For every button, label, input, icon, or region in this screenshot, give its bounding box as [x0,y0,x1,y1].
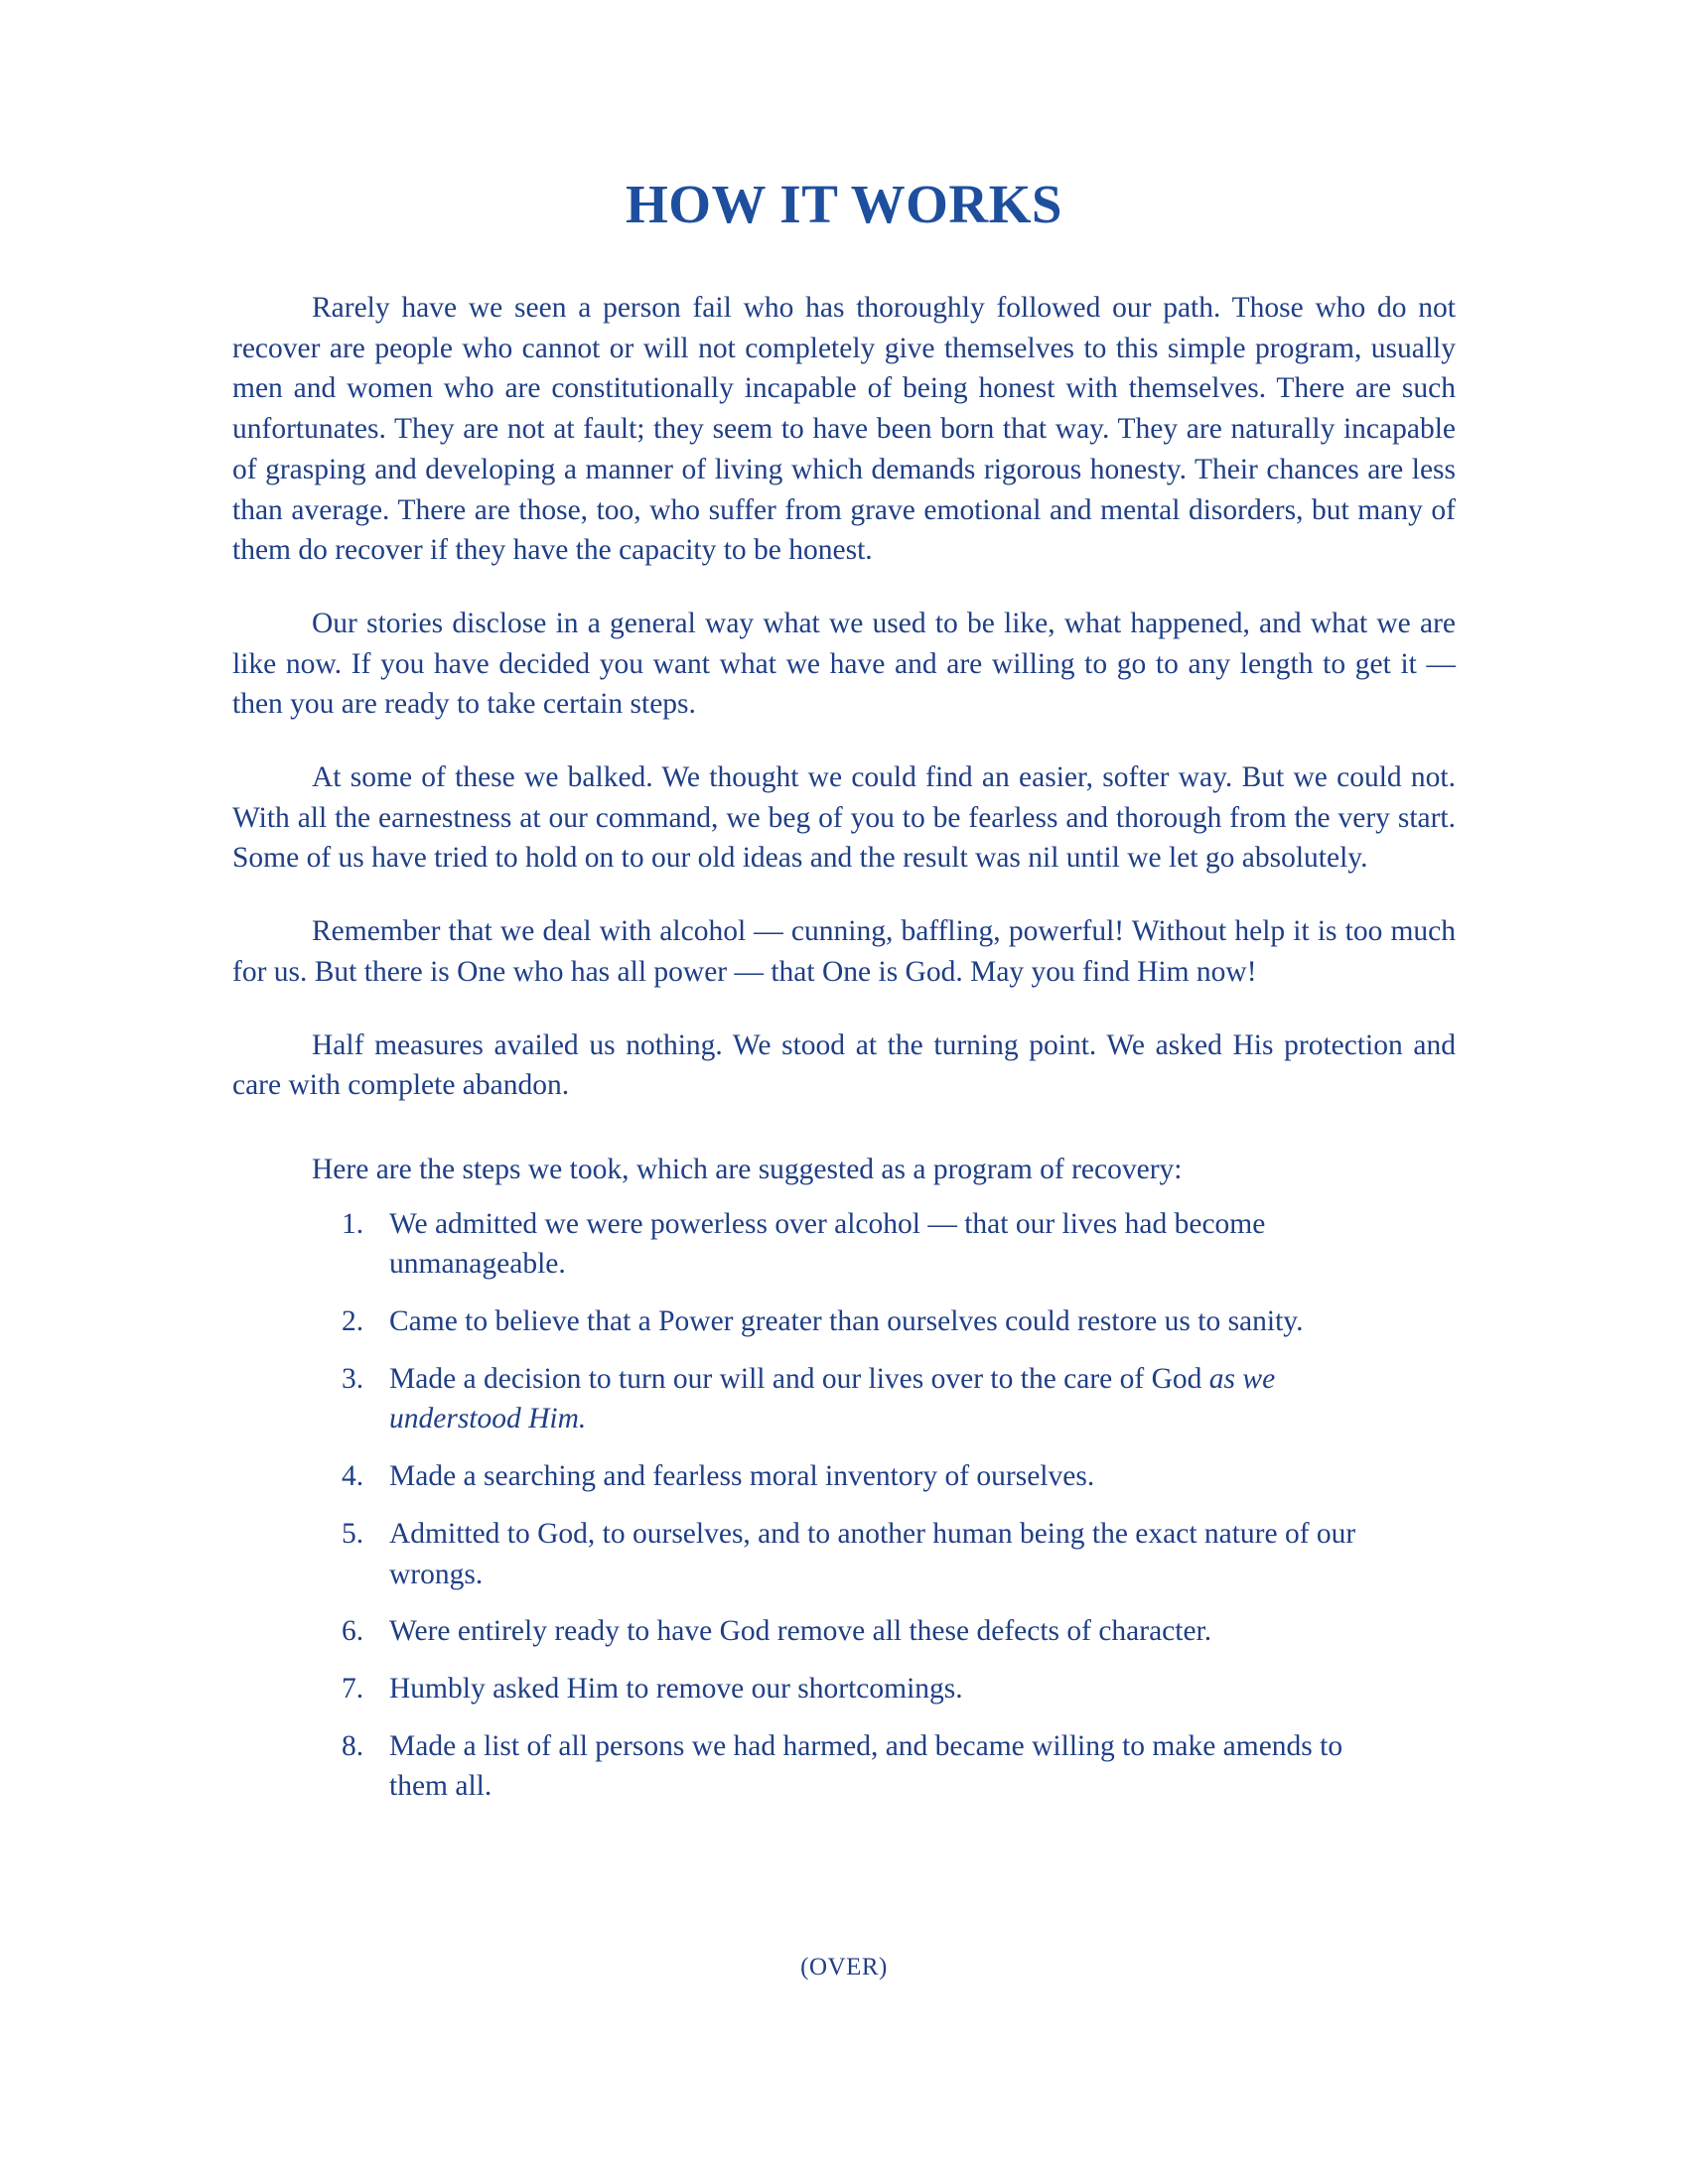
over-label: (OVER) [800,1954,888,1980]
body-text [232,288,1456,1824]
step-item [232,1359,1382,1439]
paragraph: At some of these we balked. We thought we could find an easier, softer way. But we could not. With all the earnestness at our command, we beg of you to be fearless and thorough from the very start. Some of us have tried to hold on to our old ideas and the result was nil until we let go absolutely. [232,761,1456,875]
step-item [232,1514,1382,1594]
step-number: 8. [342,1729,364,1762]
step-item [232,1726,1382,1807]
paragraph: Rarely have we seen a person fail who has thoroughly followed our path. Those who do not recover are people who cannot or will not completely give themselves to this simple program, usually men and women who are constitutionally incapable of being honest with themselves. There are such unfortunates. They are not at fault; they seem to have been born that way. They are naturally incapable of grasping and developing a manner of living which demands rigorous honesty. Their chances are less than average. There are those, too, who suffer from grave emotional and mental disorders, but many of them do recover if they have the capacity to be honest. [232,292,1456,567]
step-text: Humbly asked Him to remove our shortcomings. [389,1672,963,1705]
step-text: Came to believe that a Power greater than ourselves could restore us to sanity. [389,1305,1304,1338]
steps-intro: Here are the steps we took, which are suggested as a program of recovery: [312,1153,1183,1185]
step-number: 4. [342,1460,364,1493]
step-text: Were entirely ready to have God remove all these defects of character. [389,1615,1212,1648]
step-text: Made a decision to turn our will and our lives over to the care of God as we understood Him. [389,1362,1276,1435]
step-number: 5. [342,1517,364,1550]
step-item [232,1204,1382,1285]
page-title: HOW IT WORKS [625,174,1063,234]
step-number: 2. [342,1305,364,1338]
step-item [232,1456,1382,1497]
step-number: 6. [342,1615,364,1648]
step-emphasis: as we understood Him. [389,1362,1276,1435]
steps-list [232,1204,1456,1807]
step-text: Made a searching and fearless moral inventory of ourselves. [389,1460,1095,1493]
step-number: 3. [342,1362,364,1395]
step-text: We admitted we were powerless over alcohol — that our lives had become unmanageable. [389,1207,1266,1281]
step-item [232,1611,1382,1652]
paragraph: Half measures availed us nothing. We stood at the turning point. We asked His protection and care with complete abandon. [232,1028,1456,1102]
step-text: Made a list of all persons we had harmed, and became willing to make amends to them all. [389,1729,1343,1803]
step-text: Admitted to God, to ourselves, and to another human being the exact nature of our wrongs. [389,1517,1356,1590]
paragraph: Our stories disclose in a general way what we used to be like, what happened, and what we are like now. If you have decided you want what we have and are willing to go to any length to get it — then you are ready to take certain steps. [232,607,1456,721]
step-item [232,1669,1382,1709]
step-number: 7. [342,1672,364,1705]
step-item [232,1301,1382,1342]
step-number: 1. [342,1207,364,1240]
paragraph: Remember that we deal with alcohol — cunning, baffling, powerful! Without help it is too much for us. But there is One who has all power — that One is God. May you find Him now! [232,915,1456,988]
